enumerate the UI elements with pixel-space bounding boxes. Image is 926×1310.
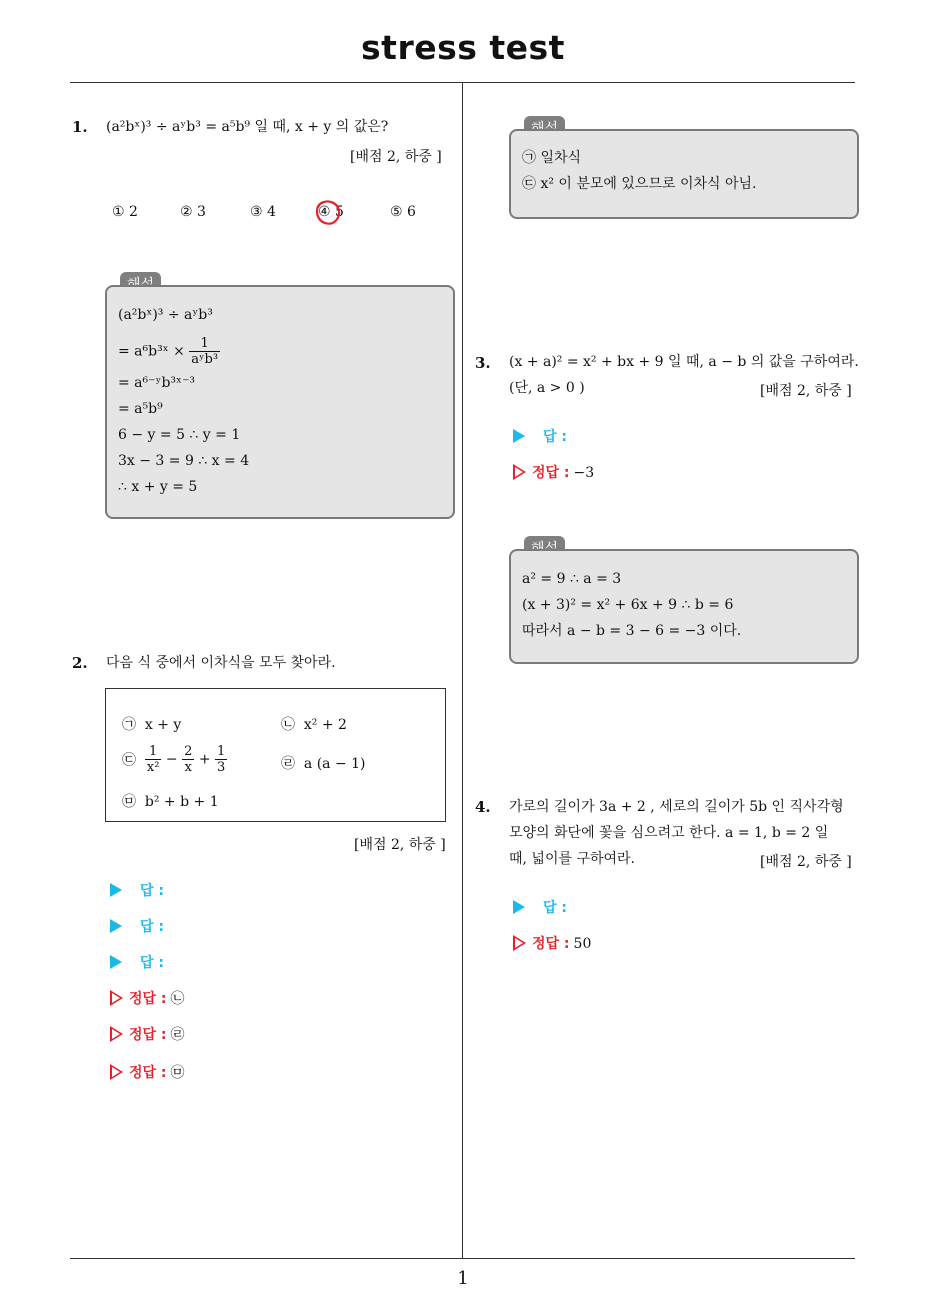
q1-exp-line-5: 6 − y = 5 ∴ y = 1 [118,427,241,443]
q3-correct: 정답 : −3 [513,462,594,482]
q2-correct-2: 정답 : ㉣ [110,1024,185,1044]
footer-rule [70,1258,855,1259]
q4-answer-row[interactable]: 답 : [513,897,567,917]
q2-correct-3: 정답 : ㉤ [110,1062,185,1082]
q2-item-e: ㉤ b² + b + 1 [122,794,219,810]
page-title: stress test [361,28,565,67]
q4-correct: 정답 : 50 [513,933,591,953]
question-3-number: 3. [475,354,491,372]
q1-exp-line-3: = a⁶⁻ʸb³ˣ⁻³ [118,375,195,391]
question-3-text: (x + a)² = x² + bx + 9 일 때, a − b 의 값을 구하여라. [509,354,859,370]
q3-answer-row[interactable]: 답 : [513,426,567,446]
question-4-number: 4. [475,798,491,816]
page-number: 1 [457,1268,469,1289]
q1-exp-line-4: = a⁵b⁹ [118,401,163,417]
answer-arrow-icon [110,955,122,969]
question-4-meta: [배점 2, 하중 ] [760,854,852,870]
question-3-meta: [배점 2, 하중 ] [760,383,852,399]
q2-answer-row-1[interactable]: 답 : [110,880,164,900]
q2-item-a: ㉠ x + y [122,717,182,733]
question-4-line-2: 모양의 화단에 꽃을 심으려고 한다. a = 1, b = 2 일 [509,825,829,841]
q1-exp-fraction: $\frac{1}{\text{aʸb³}}$ [191,336,219,367]
q1-exp-line-6: 3x − 3 = 9 ∴ x = 4 [118,453,250,469]
q1-exp-line-7: ∴ x + y = 5 [118,479,198,495]
q3-exp-line-2: (x + 3)² = x² + 6x + 9 ∴ b = 6 [522,597,734,613]
answer-arrow-icon [513,900,525,914]
correct-arrow-icon [110,990,123,1006]
q1-choice-1[interactable]: ① 2 [112,204,138,220]
selected-answer-circle-icon [312,198,342,228]
answer-arrow-icon [110,919,122,933]
correct-arrow-icon [513,464,526,480]
q2-item-b: ㉡ x² + 2 [281,717,347,733]
question-4-line-1: 가로의 길이가 3a + 2 , 세로의 길이가 5b 인 직사각형 [509,799,844,815]
answer-arrow-icon [110,883,122,897]
answer-arrow-icon [513,429,525,443]
question-1-text: (a²bˣ)³ ÷ aʸb³ = a⁵b⁹ 일 때, x + y 의 값은? [106,119,389,135]
q3-exp-line-3: 따라서 a − b = 3 − 6 = −3 이다. [522,623,742,639]
q1-exp-line-1: (a²bˣ)³ ÷ aʸb³ [118,307,213,323]
question-2-text: 다음 식 중에서 이차식을 모두 찾아라. [106,655,336,671]
question-4-line-3: 때, 넓이를 구하여라. [509,851,635,867]
q1-choice-2[interactable]: ② 3 [180,204,206,220]
correct-arrow-icon [110,1064,123,1080]
q1-choice-5[interactable]: ⑤ 6 [390,204,416,220]
question-2-number: 2. [72,654,88,672]
q1-choice-4[interactable]: ④ 5 [318,204,344,220]
question-2-meta: [배점 2, 하중 ] [354,837,446,853]
q1-exp-line-2: = a⁶b³ˣ × $\frac{1}{\text{aʸb³}}$ [118,336,219,367]
correct-arrow-icon [110,1026,123,1042]
q3-exp-line-1: a² = 9 ∴ a = 3 [522,571,622,587]
correct-arrow-icon [513,935,526,951]
q2-exp-line-2: ㉢ x² 이 분모에 있으므로 이차식 아님. [522,176,757,192]
column-divider [462,83,463,1259]
q2-answer-row-3[interactable]: 답 : [110,952,164,972]
q2-correct-1: 정답 : ㉡ [110,988,185,1008]
q2-answer-row-2[interactable]: 답 : [110,916,164,936]
q2-item-d: ㉣ a (a − 1) [281,756,366,772]
q1-choice-3[interactable]: ③ 4 [250,204,276,220]
question-1-meta: [배점 2, 하중 ] [350,149,442,165]
question-1-number: 1. [72,118,88,136]
q2-item-c: ㉢ $\frac{1}{\text{x²}}$ − $\frac{2}{x}$ + $\frac{1}{3}$ [122,744,226,775]
question-3-condition: (단, a > 0 ) [509,380,585,396]
q2-exp-line-1: ㉠ 일차식 [522,150,582,166]
